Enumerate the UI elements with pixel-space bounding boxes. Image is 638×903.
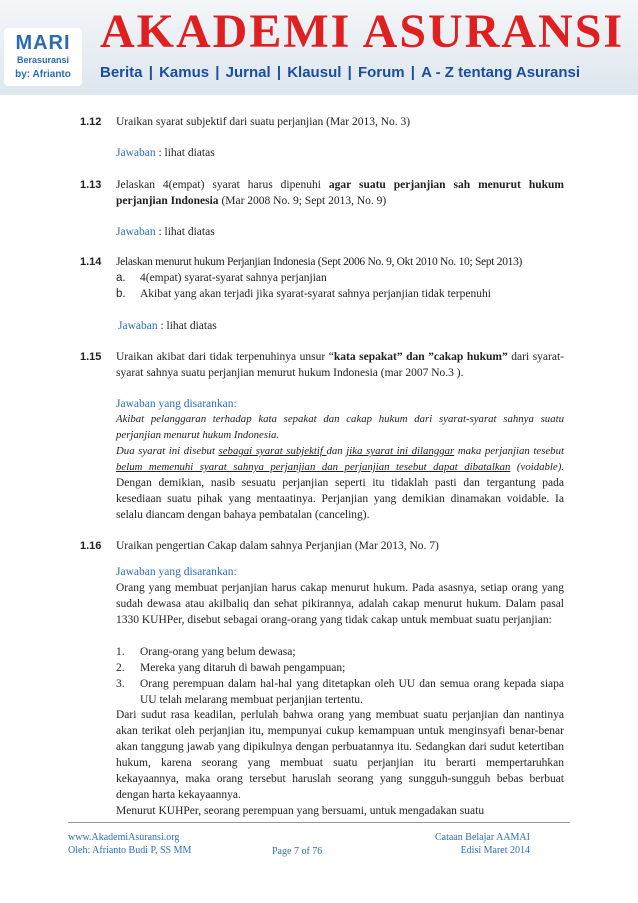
- answer-line: [118, 318, 566, 334]
- logo-sub-text: Berasuransi: [16, 55, 70, 65]
- nav-berita[interactable]: Berita: [100, 64, 143, 81]
- answer-line: [116, 145, 564, 161]
- question-number: 1.12: [80, 116, 102, 128]
- nav-a-z[interactable]: A - Z tentang Asuransi: [421, 64, 581, 81]
- nav-jurnal[interactable]: Jurnal: [225, 64, 271, 81]
- question-list: [116, 270, 564, 302]
- list-item: 3. Orang perempuan dalam hal-hal yang ditetapkan oleh UU dan semua orang kepada siapa UU telah melarang membuat perjanjian tertentu.: [116, 678, 564, 706]
- nav-forum[interactable]: Forum: [357, 64, 405, 81]
- answer-text: : lihat diatas: [157, 320, 217, 332]
- question-text: Jelaskan menurut hukum Perjanjian Indonesia (Sept 2006 No. 9, Okt 2010 No. 10; Sept 2013): [116, 256, 523, 268]
- nav-bar: [100, 64, 580, 81]
- site-title: AKADEMI ASURANSI: [100, 5, 625, 58]
- footer-author: Oleh: Afrianto Budi P, SS MM: [68, 845, 192, 856]
- logo-mari-text: MARI: [15, 32, 71, 54]
- footer-site-link[interactable]: www.AkademiAsuransi.org: [68, 832, 180, 843]
- footer-left: [68, 831, 191, 857]
- site-logo[interactable]: [4, 28, 82, 86]
- question-text: Uraikan syarat subjektif dari suatu perjanjian (Mar 2013, No. 3): [116, 116, 411, 128]
- footer-note: Cataan Belajar AAMAI: [435, 832, 530, 843]
- footer-edition: Edisi Maret 2014: [460, 845, 530, 856]
- footer-divider: [68, 822, 570, 823]
- answer-paragraph: Akibat pelanggaran terhadap kata sepakat dan cakap hukum dari syarat-syarat sahnya suatu perjanjian menurut hukum Indonesia.: [116, 413, 564, 441]
- question-text: Uraikan pengertian Cakap dalam sahnya Perjanjian (Mar 2013, No. 7): [116, 540, 439, 552]
- nav-klausul[interactable]: Klausul: [287, 64, 342, 81]
- question-text: [116, 177, 564, 209]
- logo-by-text: by: Afrianto: [15, 69, 71, 80]
- answer-paragraph: Dari sudut rasa keadilan, perlulah bahwa orang yang membuat suatu perjanjian dan nantinya akan terikat oleh perjanjian itu, mempunyai cukup kemampuan untuk menginsyafi benar-benar akan tanggung jawab yang dipikulnya dengan perbuatannya itu. Sedangkan dari sudut ketertiban hukum, karena seorang yang membuat suatu perjanjian itu berarti mempertaruhkan kekayaannya, maka orang tersebut haruslah seorang yang sungguh-sungguh bebas berbuat dengan harta kekayaannya.: [116, 709, 564, 801]
- list-item: 1. Orang-orang yang belum dewasa;: [116, 646, 296, 658]
- answer-paragraph: Orang yang membuat perjanjian harus cakap menurut hukum. Pada asasnya, setiap orang yang sudah dewasa atau akilbaliq dan sehat pikirannya, adalah cakap menurut hukum. Dalam pasal 1330 KUHPer, disebut sebagai orang-orang yang tidak cakap untuk membuat suatu perjanjian:: [116, 582, 564, 626]
- answer-paragraph: Dua syarat ini disebut sebagai syarat subjektif dan jika syarat ini dilanggar maka perjanjian tesebut belum memenuhi syarat sahnya perjanjian dan perjanjian tesebut dapat dibatalkan (voidable). Dengan demikian, nasib sesuatu perjanjian seperti itu tidaklah pasti dan tergantung pada kesediaan suatu pihak yang mentaatinya. Perjanjian yang demikian dinamakan voidable. Ia selalu diancam dengan bahaya pembatalan (canceling).: [116, 445, 564, 521]
- answer-list: [116, 644, 564, 708]
- answer-label: Jawaban yang disarankan:: [116, 398, 237, 410]
- question-bold: agar suatu perjanjian sah menurut hukum perjanjian Indonesia: [116, 179, 564, 207]
- question-bold: kata sepakat” dan ”cakap hukum”: [333, 351, 508, 363]
- question-number: 1.16: [80, 540, 102, 552]
- question-number: 1.13: [80, 179, 102, 191]
- question-part: Jelaskan 4(empat) syarat harus dipenuhi: [116, 179, 329, 191]
- answer-label: Jawaban: [116, 147, 156, 159]
- list-item: b. Akibat yang akan terjadi jika syarat-syarat sahnya perjanjian tidak terpenuhi: [116, 288, 491, 300]
- nav-separator: |: [272, 64, 286, 81]
- page-number: Page 7 of 76: [272, 846, 323, 857]
- nav-kamus[interactable]: Kamus: [159, 64, 210, 81]
- answer-label: Jawaban: [118, 320, 158, 332]
- question-text: Uraikan akibat dari tidak terpenuhinya unsur “kata sepakat” dan ”cakap hukum” dari syarat-syarat sahnya suatu perjanjian menurut hukum Indonesia (mar 2007 No.3 ).: [116, 351, 564, 379]
- nav-separator: |: [144, 64, 158, 81]
- footer-right: [430, 831, 530, 857]
- nav-separator: |: [343, 64, 356, 81]
- answer-label: Jawaban yang disarankan:: [116, 566, 237, 578]
- list-item: a. 4(empat) syarat-syarat sahnya perjanjian: [116, 272, 327, 284]
- question-number: 1.15: [80, 351, 102, 363]
- header-banner: [0, 0, 638, 95]
- answer-paragraph: Menurut KUHPer, seorang perempuan yang bersuami, untuk mengadakan suatu: [116, 805, 485, 817]
- answer-line: [116, 224, 564, 240]
- answer-label: Jawaban: [116, 226, 156, 238]
- nav-separator: |: [211, 64, 224, 81]
- nav-separator: |: [406, 64, 420, 81]
- answer-text: : lihat diatas: [155, 147, 215, 159]
- question-part: (Mar 2008 No. 9; Sept 2013, No. 9): [218, 195, 387, 207]
- answer-text: : lihat diatas: [155, 226, 215, 238]
- question-number: 1.14: [80, 256, 102, 268]
- list-item: 2. Mereka yang ditaruh di bawah pengampuan;: [116, 662, 346, 674]
